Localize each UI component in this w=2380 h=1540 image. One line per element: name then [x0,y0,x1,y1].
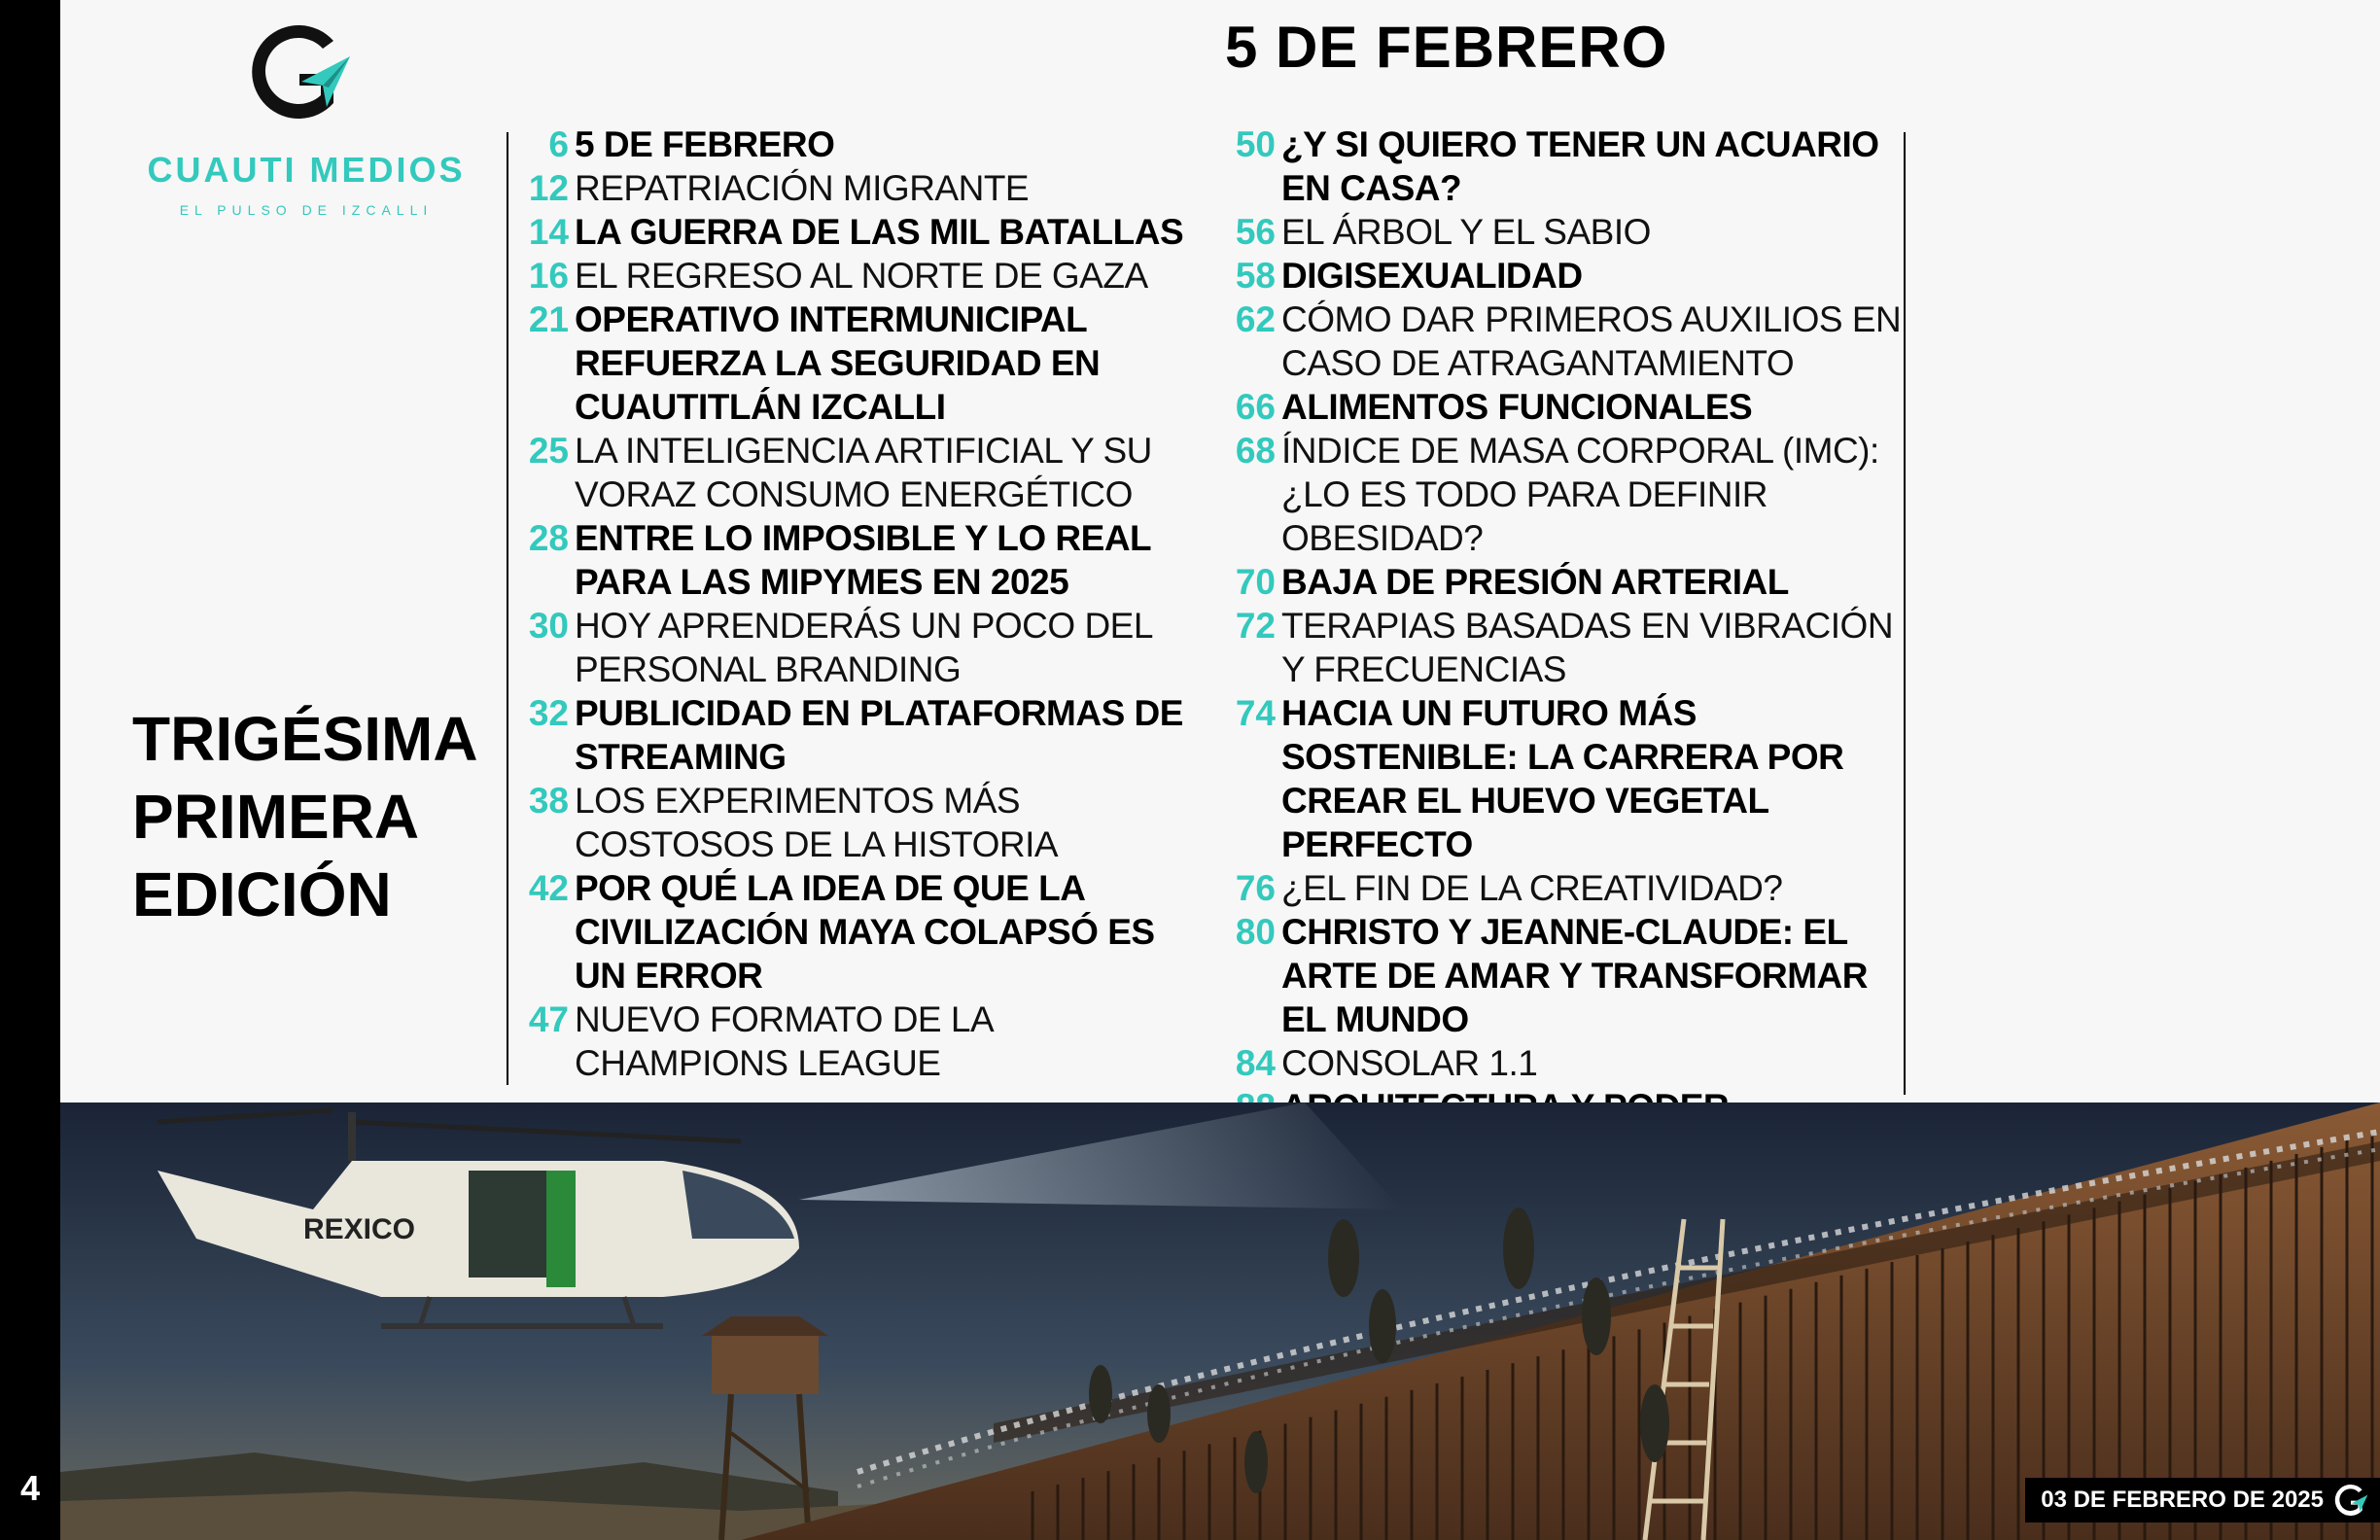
toc-entry[interactable] [1206,604,1906,691]
toc-page-number: 16 [528,256,569,296]
toc-entry[interactable] [512,866,1193,998]
toc-page-number: 68 [1235,431,1276,471]
date-badge [2025,1478,2380,1522]
toc-entry-title: POR QUÉ LA IDEA DE QUE LA CIVILIZACIÓN MAYA COLAPSÓ ES UN ERROR [575,868,1155,996]
toc-entry[interactable] [1206,385,1906,429]
toc-column-left [512,122,1193,1085]
toc-entry-title: HOY APRENDERÁS UN POCO DEL PERSONAL BRANDING [575,606,1152,689]
edition-line: PRIMERA [132,782,420,852]
toc-entry[interactable] [512,210,1193,254]
toc-entry-title: OPERATIVO INTERMUNICIPAL REFUERZA LA SEGURIDAD EN CUAUTITLÁN IZCALLI [575,299,1101,427]
toc-page-number: 32 [528,693,569,733]
edition-line: EDICIÓN [132,859,392,929]
toc-page-number: 28 [528,518,569,558]
toc-entry[interactable] [1206,866,1906,910]
toc-page-number: 21 [528,299,569,339]
toc-entry-title: ENTRE LO IMPOSIBLE Y LO REAL PARA LAS MIPYMES EN 2025 [575,518,1151,602]
toc-entry-title: REPATRIACIÓN MIGRANTE [575,168,1030,208]
helicopter-label: REXICO [303,1213,416,1245]
toc-entry-title: CHRISTO Y JEANNE-CLAUDE: EL ARTE DE AMAR Y TRANSFORMAR EL MUNDO [1281,912,1868,1039]
toc-entry[interactable] [1206,691,1906,866]
toc-entry-title: 5 DE FEBRERO [575,124,835,164]
toc-entry[interactable] [512,779,1193,866]
toc-page-number: 30 [528,606,569,646]
toc-entry-title: NUEVO FORMATO DE LA CHAMPIONS LEAGUE [575,999,993,1083]
toc-entry[interactable] [1206,298,1906,385]
left-black-strip [0,0,60,1540]
toc-page-number: 72 [1235,606,1276,646]
toc-page-number: 38 [528,781,569,821]
toc-entry-title: DIGISEXUALIDAD [1281,256,1583,296]
brand-tagline: EL PULSO DE IZCALLI [179,202,434,218]
toc-entry[interactable] [1206,1041,1906,1085]
toc-page-number: 56 [1235,212,1276,252]
cover-illustration [60,1102,2380,1540]
toc-entry[interactable] [512,516,1193,604]
toc-entry[interactable] [1206,560,1906,604]
toc-entry-title: LOS EXPERIMENTOS MÁS COSTOSOS DE LA HISTORIA [575,781,1059,864]
toc-page-number: 76 [1235,868,1276,908]
toc-page-number: 70 [1235,562,1276,602]
toc-page-number: 66 [1235,387,1276,427]
toc-entry[interactable] [1206,429,1906,560]
toc-page-number: 14 [528,212,569,252]
toc-page-number: 80 [1235,912,1276,952]
toc-entry-title: HACIA UN FUTURO MÁS SOSTENIBLE: LA CARRERA POR CREAR EL HUEVO VEGETAL PERFECTO [1281,693,1844,864]
toc-page-number: 58 [1235,256,1276,296]
toc-entry[interactable] [512,429,1193,516]
cuauti-small-logo-icon [2331,1481,2370,1520]
edition-line: TRIGÉSIMA [132,704,478,774]
toc-entry-title: ¿EL FIN DE LA CREATIVIDAD? [1281,868,1783,908]
toc-entry-title: ÍNDICE DE MASA CORPORAL (IMC): ¿LO ES TODO PARA DEFINIR OBESIDAD? [1281,431,1879,558]
toc-entry-title: PUBLICIDAD EN PLATAFORMAS DE STREAMING [575,693,1183,777]
page-number: 4 [19,1468,41,1508]
page-title: 5 DE FEBRERO [1225,15,1668,80]
toc-entry[interactable] [512,122,1193,166]
toc-entry[interactable] [512,691,1193,779]
cuauti-logo-icon [241,14,358,130]
toc-page-number: 6 [548,124,569,164]
toc-entry[interactable] [512,298,1193,429]
toc-page-number: 47 [528,999,569,1039]
toc-entry-title: TERAPIAS BASADAS EN VIBRACIÓN Y FRECUENCIAS [1281,606,1894,689]
toc-page-number: 84 [1235,1043,1276,1083]
toc-entry[interactable] [1206,210,1906,254]
issue-date: 03 DE FEBRERO DE 2025 [2041,1487,2324,1513]
toc-page-number: 25 [528,431,569,471]
toc-entry[interactable] [1206,254,1906,298]
toc-page-number: 74 [1235,693,1276,733]
toc-entry[interactable] [512,166,1193,210]
toc-entry-title: BAJA DE PRESIÓN ARTERIAL [1281,562,1789,602]
toc-entry-title: CÓMO DAR PRIMEROS AUXILIOS EN CASO DE ATRAGANTAMIENTO [1281,299,1902,383]
toc-entry-title: LA GUERRA DE LAS MIL BATALLAS [575,212,1184,252]
toc-entry-title: ¿Y SI QUIERO TENER UN ACUARIO EN CASA? [1281,124,1879,208]
brand-logo [146,14,467,218]
toc-entry-title: LA INTELIGENCIA ARTIFICIAL Y SU VORAZ CONSUMO ENERGÉTICO [575,431,1152,514]
toc-column-right [1206,122,1906,1260]
border-wall-scene [60,1102,2380,1540]
edition-label [132,700,502,933]
toc-page-number: 42 [528,868,569,908]
toc-entry-title: ALIMENTOS FUNCIONALES [1281,387,1753,427]
toc-page-number: 62 [1235,299,1276,339]
toc-page-number: 12 [528,168,569,208]
toc-entry[interactable] [1206,910,1906,1041]
toc-entry[interactable] [1206,122,1906,210]
toc-entry[interactable] [512,254,1193,298]
toc-page-number: 50 [1235,124,1276,164]
toc-entry[interactable] [512,998,1193,1085]
toc-entry-title: EL ÁRBOL Y EL SABIO [1281,212,1651,252]
toc-entry-title: EL REGRESO AL NORTE DE GAZA [575,256,1148,296]
toc-entry[interactable] [512,604,1193,691]
brand-name: CUAUTI MEDIOS [147,150,466,190]
column-divider-left [507,132,508,1085]
toc-entry-title: CONSOLAR 1.1 [1281,1043,1538,1083]
